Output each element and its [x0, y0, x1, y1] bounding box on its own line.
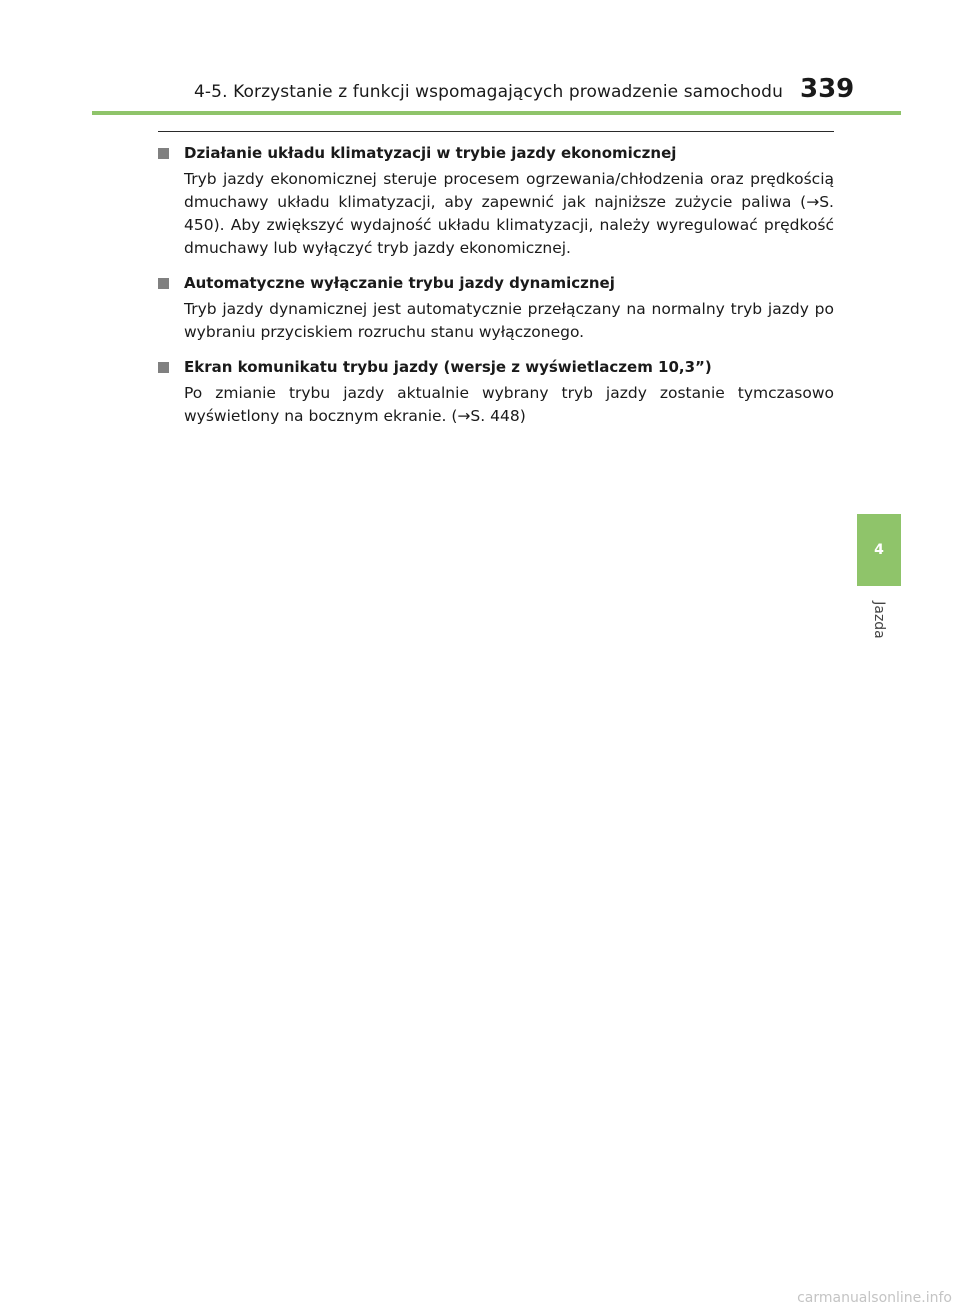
section-heading-text: Działanie układu klimatyzacji w trybie jazdy ekonomicznej — [184, 144, 677, 162]
section-body: Tryb jazdy dynamicznej jest automatycznie przełączany na normalny tryb jazdy po wybraniu przyciskiem rozruchu stanu wyłączonego. — [184, 300, 834, 341]
watermark: carmanualsonline.info — [797, 1290, 952, 1306]
section-heading-text: Ekran komunikatu trybu jazdy (wersje z wyświetlaczem 10,3”) — [184, 358, 712, 376]
square-bullet-icon — [158, 148, 169, 159]
section-dynamic-off — [158, 270, 834, 344]
section-body: Po zmianie trybu jazdy aktualnie wybrany tryb jazdy zostanie tymczasowo wyświetlony na bocznym ekranie. (→S. 448) — [184, 384, 834, 425]
section-heading — [158, 270, 834, 296]
section-body: Tryb jazdy ekonomicznej steruje procesem ogrzewania/chłodzenia oraz prędkością dmuchawy układu klimatyzacji, aby zapewnić jak najniższe zużycie paliwa (→S. 450). Aby zwiększyć wydajność układu klimatyzacji, należy wyregulować prędkość dmuchawy lub wyłączyć tryb jazdy ekonomicznej. — [184, 170, 834, 257]
page-number: 339 — [800, 74, 855, 104]
section-rule — [158, 131, 834, 132]
header-rule — [92, 111, 901, 115]
header-title: 4-5. Korzystanie z funkcji wspomagających prowadzenie samochodu — [194, 82, 783, 102]
section-climate — [158, 140, 834, 260]
chapter-label — [861, 595, 897, 645]
chapter-tab: 4 — [857, 514, 901, 586]
section-heading — [158, 140, 834, 166]
section-heading — [158, 354, 834, 380]
square-bullet-icon — [158, 362, 169, 373]
section-drive-mode-display — [158, 354, 834, 428]
section-heading-text: Automatyczne wyłączanie trybu jazdy dynamicznej — [184, 274, 615, 292]
square-bullet-icon — [158, 278, 169, 289]
chapter-label-text: Jazda — [871, 601, 887, 639]
content — [158, 140, 834, 438]
